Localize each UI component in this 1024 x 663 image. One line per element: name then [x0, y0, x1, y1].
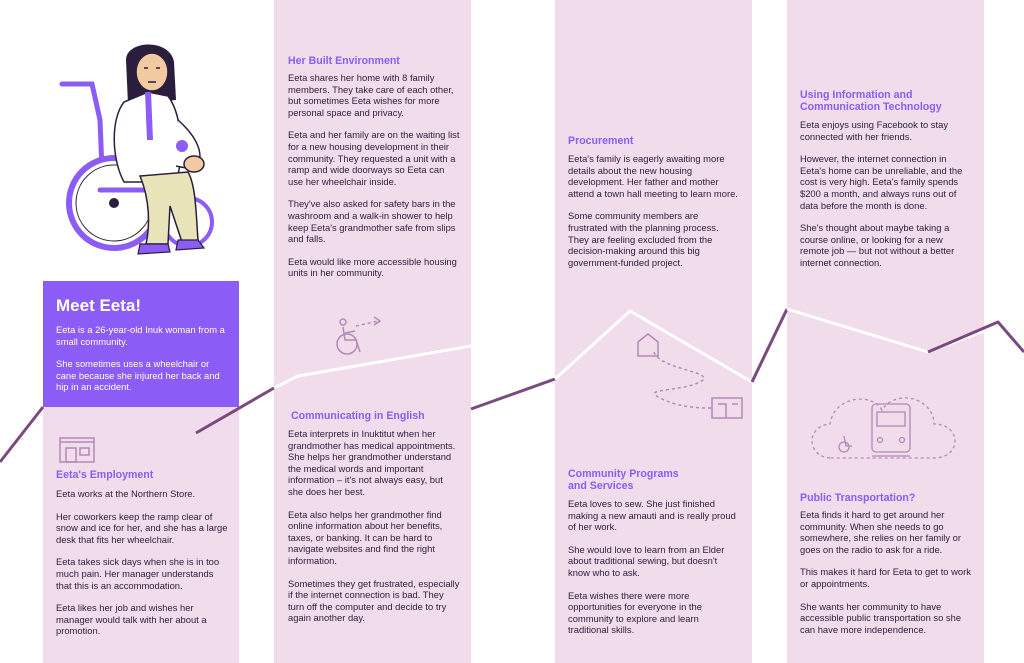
procurement-body: [568, 153, 740, 268]
community-paragraph: She would love to learn from an Elder about traditional sewing, but doesn't know who to ask.: [568, 543, 725, 578]
community-paragraph: Eeta loves to sew. She just finished making a new amauti and is really proud of her work.: [568, 498, 736, 533]
community-title: [568, 468, 679, 492]
meet-title: Meet Eeta!: [56, 296, 142, 315]
procurement-title: Procurement: [568, 135, 634, 147]
ict-paragraph: She's thought about maybe taking a course online, or looking for a new remote job — but not without a better internet connection.: [800, 222, 955, 268]
bus-cloud-icon: [812, 398, 955, 458]
ict-paragraph: Eeta enjoys using Facebook to stay connected with her friends.: [800, 119, 949, 142]
procurement-paragraph: Some community members are frustrated with the planning process. They are feeling excluded from the decision-making around this big government-funded project.: [568, 210, 719, 268]
meet-paragraph: Eeta is a 26-year-old Inuk woman from a small community.: [56, 324, 225, 347]
ict-body: [800, 119, 972, 269]
built-environment-paragraph: They've also asked for safety bars in the washroom and a walk-in shower to help keep Eeta's grandmother safe from slips and falls.: [288, 198, 456, 245]
employment-body: [56, 488, 228, 637]
english-paragraph: Eeta also helps her grandmother find online information about her benefits, taxes, or banking. It can be hard to navigate websites and find the right information.: [288, 508, 443, 566]
community-paragraph: Eeta wishes there were more opportunities for everyone in the community to explore and learn traditional skills.: [568, 589, 702, 636]
built-environment-title: Her Built Environment: [288, 55, 400, 67]
meet-intro: [56, 324, 228, 404]
procurement-paragraph: Eeta's family is eagerly awaiting more details about the new housing development. Her father and mother attend a town hall meeting to learn more.: [568, 153, 738, 199]
community-title-line: and Services: [568, 480, 634, 492]
wheelchair-ramp-icon: [337, 317, 380, 354]
store-icon: [60, 438, 94, 462]
transport-paragraph: Eeta finds it hard to get around her community. When she needs to go somewhere, she relies on her family or goes on the radio to ask for a ride.: [800, 509, 962, 555]
english-body: [288, 428, 460, 624]
built-environment-paragraph: Eeta shares her home with 8 family members. They take care of each other, but sometimes Eeta wishes for more personal space and privacy.: [288, 72, 454, 118]
built-environment-body: [288, 72, 460, 279]
transport-paragraph: She wants her community to have accessible public transportation so she can have more independence.: [800, 600, 962, 635]
transport-body: [800, 509, 972, 635]
ict-title-line: Using Information and: [800, 89, 913, 101]
ict-paragraph: However, the internet connection in Eeta's home can be unreliable, and the cost is very high. Eeta's family spends $200 a month, and always runs out of data before the month is done.: [800, 153, 963, 211]
english-paragraph: Sometimes they get frustrated, especially if the internet connection is bad. They turn off the computer and decide to try again another day.: [288, 577, 460, 624]
person-wheelchair-illustration: [62, 45, 212, 255]
employment-paragraph: Eeta likes her job and wishes her manager would talk with her about a promotion.: [56, 602, 207, 637]
ict-title-line: Communication Technology: [800, 101, 942, 113]
meet-paragraph: She sometimes uses a wheelchair or cane because she injured her back and hip in an accident.: [56, 358, 220, 393]
built-environment-paragraph: Eeta would like more accessible housing units in her community.: [288, 255, 457, 279]
transport-paragraph: This makes it hard for Eeta to get to work or appointments.: [800, 566, 971, 589]
english-paragraph: Eeta interprets in Inuktitut when her grandmother has medical appointments. She helps her grandmother understand the medical words and important information – it's not always easy, but she does her best.: [288, 428, 456, 497]
transport-title: Public Transportation?: [800, 492, 916, 504]
employment-paragraph: Eeta takes sick days when she is in too much pain. Her manager understands that this is an accommodation.: [56, 556, 220, 591]
employment-title: Eeta's Employment: [56, 469, 154, 481]
community-title-line: Community Programs: [568, 468, 679, 480]
employment-paragraph: Her coworkers keep the ramp clear of snow and ice for her, and she has a large desk that fits her wheelchair.: [56, 510, 228, 545]
ict-title: [800, 89, 942, 113]
community-body: [568, 498, 740, 636]
english-title: Communicating in English: [291, 410, 425, 422]
employment-paragraph: Eeta works at the Northern Store.: [56, 488, 196, 499]
built-environment-paragraph: Eeta and her family are on the waiting list for a new housing development in their community. They requested a unit with a ramp and wide doorways so Eeta can use her wheelchair inside.: [288, 129, 460, 187]
